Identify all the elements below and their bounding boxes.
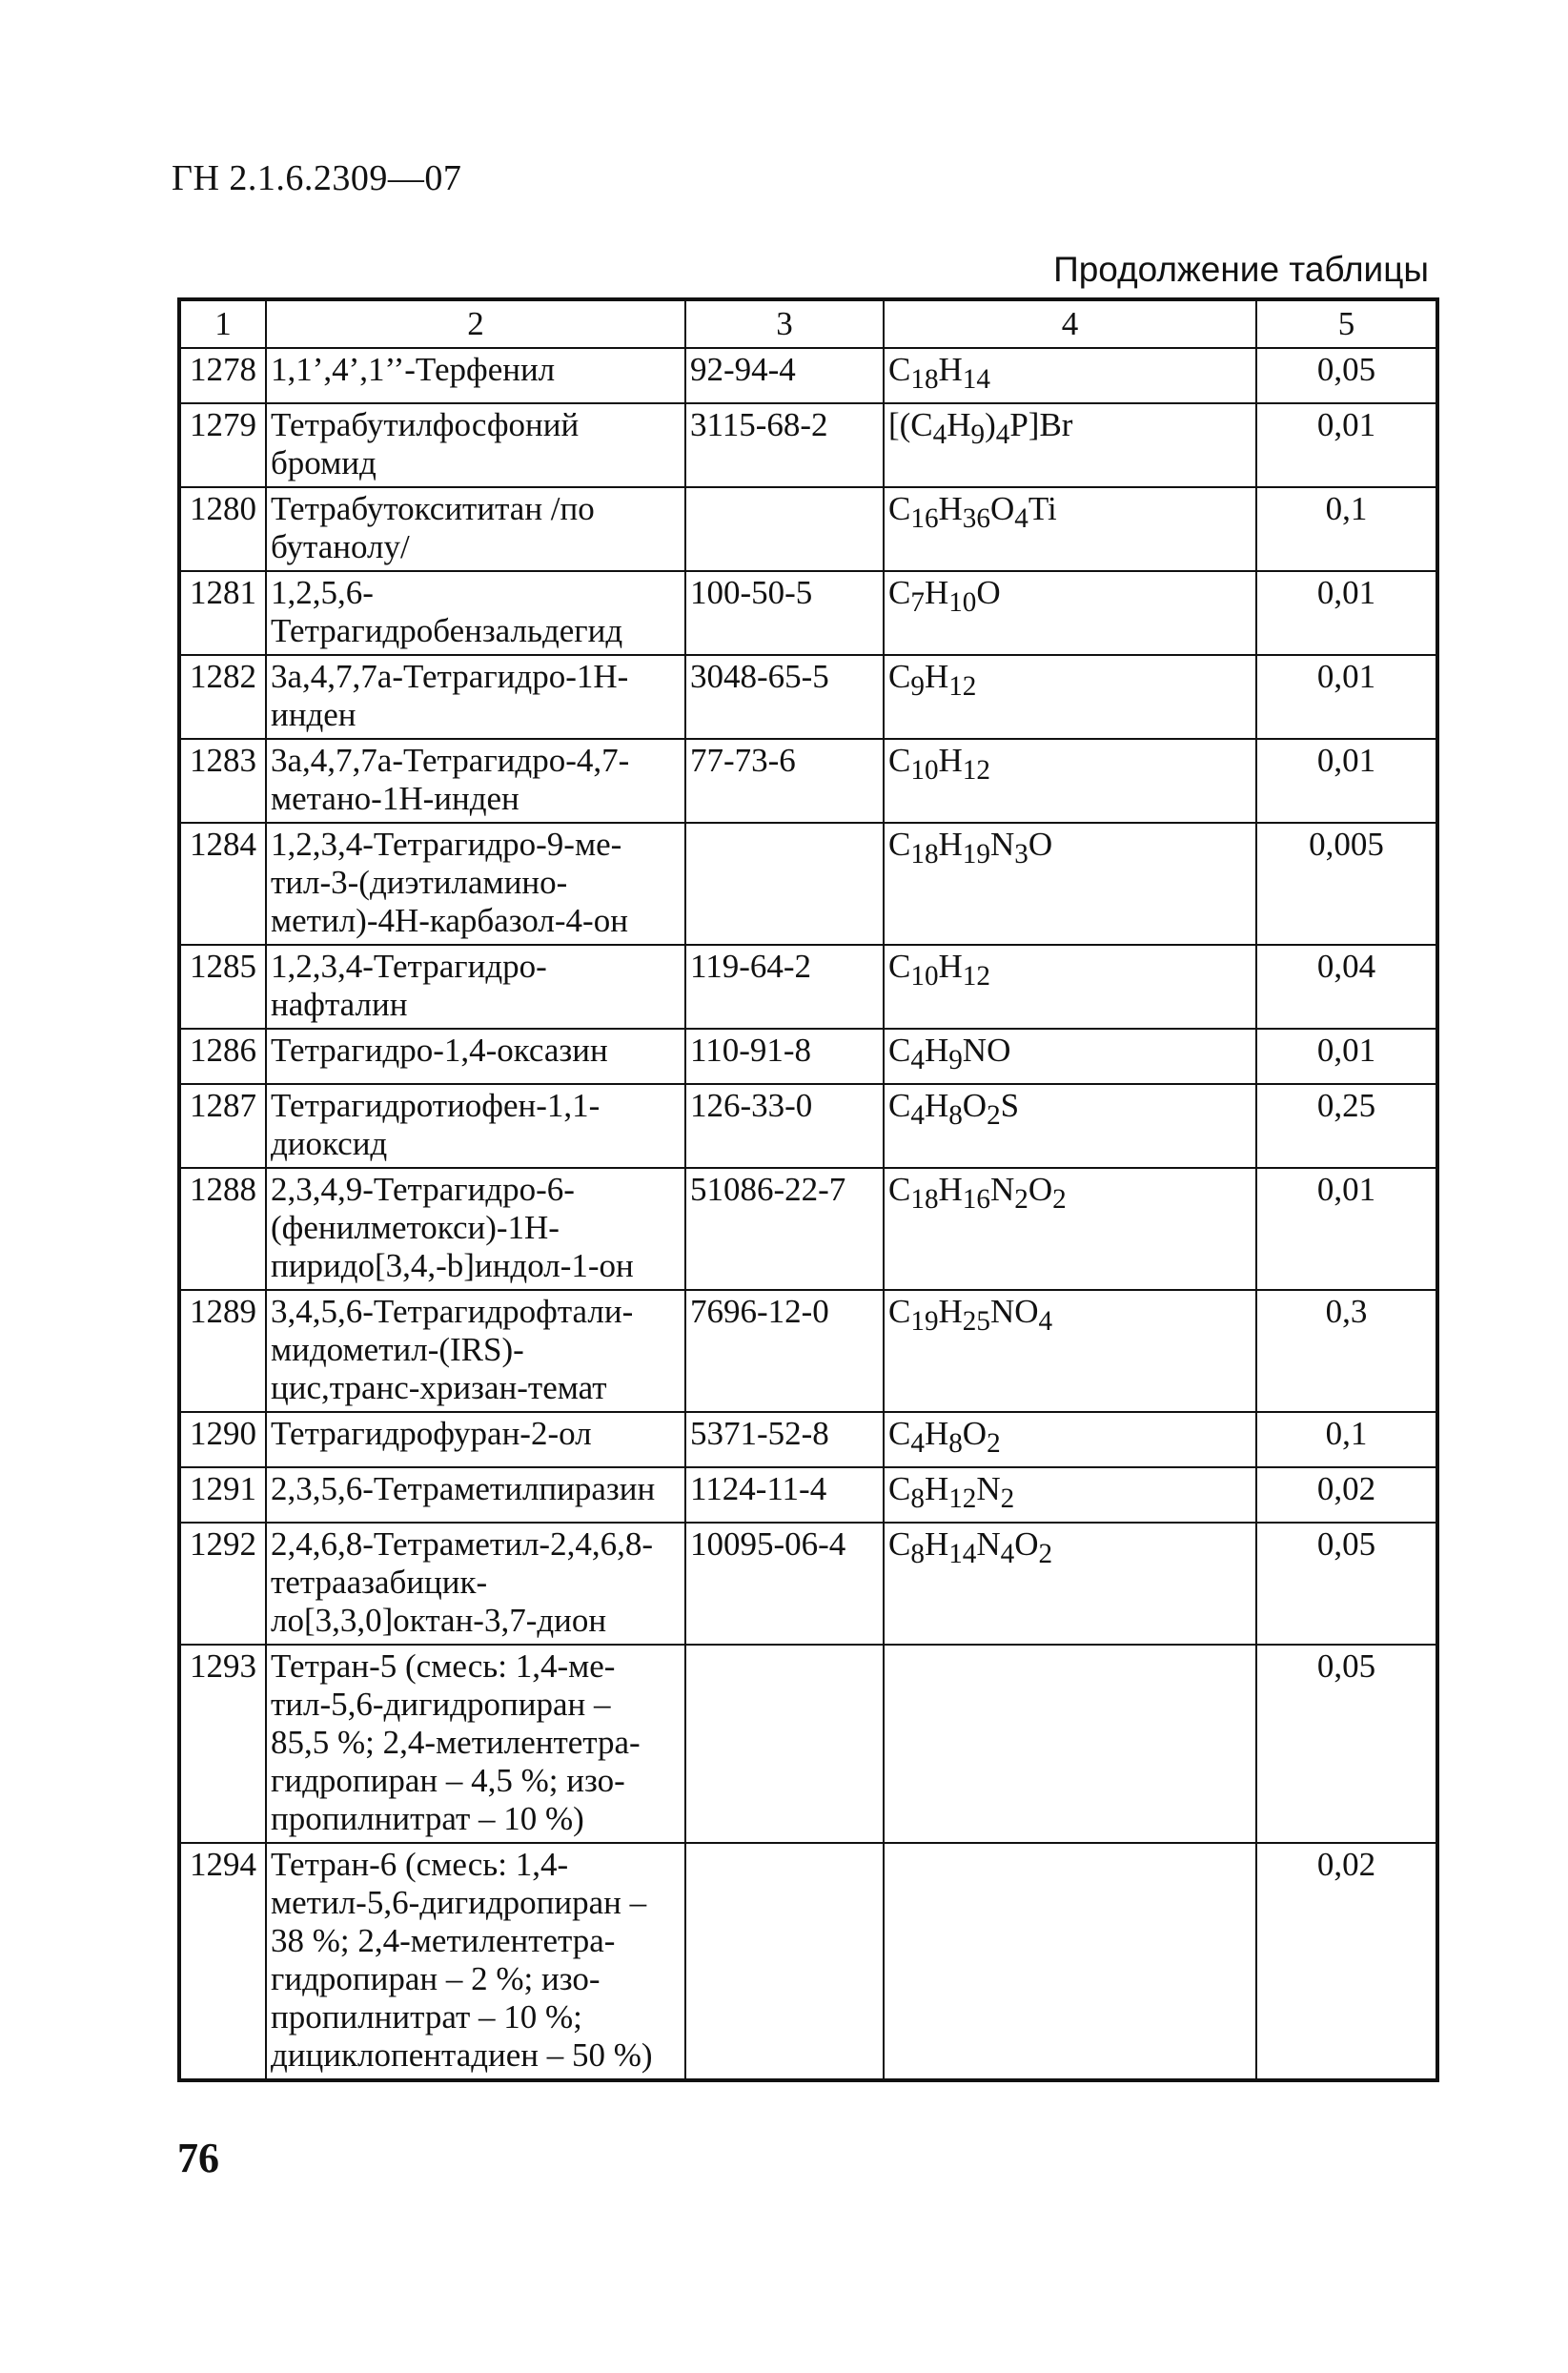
formula-subscript: 10: [910, 755, 939, 786]
chemical-formula: $C_9H_{12}$: [884, 655, 1256, 739]
substance-name: 1,2,5,6- Тетрагидробензальдегид: [266, 571, 685, 655]
formula-subscript: 19: [910, 1306, 939, 1337]
chemical-formula: [884, 1843, 1256, 2080]
formula-subscript: 12: [948, 1483, 977, 1514]
limit-value: 0,005: [1256, 823, 1437, 945]
formula-subscript: 36: [962, 503, 990, 534]
formula-subscript: 4: [910, 1428, 925, 1459]
cas-number: 10095-06-4: [685, 1523, 884, 1645]
limit-value: 0,02: [1256, 1843, 1437, 2080]
limit-value: 0,3: [1256, 1290, 1437, 1412]
formula-subscript: 9: [948, 1045, 963, 1075]
row-number: 1278: [179, 348, 266, 403]
formula-subscript: 8: [948, 1428, 963, 1459]
formula-subscript: 18: [910, 839, 939, 869]
table-row: [179, 739, 1437, 823]
table-row: [179, 1523, 1437, 1645]
document-code: ГН 2.1.6.2309—07: [172, 158, 462, 198]
formula-subscript: 8: [948, 1100, 963, 1131]
row-number: 1289: [179, 1290, 266, 1412]
formula-subscript: 12: [962, 755, 990, 786]
formula-subscript: 18: [910, 1184, 939, 1215]
formula-subscript: 3: [1014, 839, 1028, 869]
row-number: 1286: [179, 1029, 266, 1084]
formula-subscript: 4: [932, 419, 947, 450]
row-number: 1282: [179, 655, 266, 739]
limit-value: 0,01: [1256, 1168, 1437, 1290]
table-row: [179, 348, 1437, 403]
formula-subscript: 4: [1000, 1539, 1015, 1569]
cas-number: [685, 823, 884, 945]
substance-name: 1,2,3,4-Тетрагидро- нафталин: [266, 945, 685, 1029]
column-number-row: [179, 299, 1437, 348]
table-row: [179, 1645, 1437, 1843]
chemical-formula: $C_{18}H_{19}N_3O$: [884, 823, 1256, 945]
limit-value: 0,1: [1256, 487, 1437, 571]
table-row: [179, 945, 1437, 1029]
table-row: [179, 1029, 1437, 1084]
limit-value: 0,05: [1256, 348, 1437, 403]
row-number: 1279: [179, 403, 266, 487]
chemical-formula: $C_8H_{12}N_2$: [884, 1467, 1256, 1523]
formula-subscript: 4: [1014, 503, 1028, 534]
cas-number: 51086-22-7: [685, 1168, 884, 1290]
substance-name: Тетрабутилфосфоний бромид: [266, 403, 685, 487]
substance-name: 2,3,4,9-Тетрагидро-6- (фенилметокси)-1Н- пиридо[3,4,-b]индол-1-он: [266, 1168, 685, 1290]
table-row: [179, 1467, 1437, 1523]
table-row: [179, 1168, 1437, 1290]
substance-name: Тетрагидро-1,4-оксазин: [266, 1029, 685, 1084]
formula-subscript: 16: [962, 1184, 990, 1215]
formula-subscript: 14: [962, 364, 990, 395]
chemical-formula: $C_8H_{14}N_4O_2$: [884, 1523, 1256, 1645]
chemical-formula: $[(C_4H_9)_4P]Br$: [884, 403, 1256, 487]
table-row: [179, 571, 1437, 655]
row-number: 1283: [179, 739, 266, 823]
limit-value: 0,01: [1256, 403, 1437, 487]
formula-subscript: 2: [987, 1428, 1001, 1459]
formula-subscript: 2: [1014, 1184, 1028, 1215]
cas-number: [685, 487, 884, 571]
formula-subscript: 2: [1038, 1539, 1053, 1569]
table-row: [179, 655, 1437, 739]
cas-number: 7696-12-0: [685, 1290, 884, 1412]
substance-name: Тетрагидрофуран-2-ол: [266, 1412, 685, 1467]
formula-subscript: 10: [910, 961, 939, 992]
substance-name: Тетрабутоксититан /по бутанолу/: [266, 487, 685, 571]
substance-name: Тетран-6 (смесь: 1,4- метил-5,6-дигидропиран – 38 %; 2,4-метилентетра- гидропиран – 2 %; изо- пропилнитрат – 10 %; дициклопентадиен – 50 %): [266, 1843, 685, 2080]
substance-name: 3а,4,7,7а-Тетрагидро-4,7- метано-1Н-инден: [266, 739, 685, 823]
chemical-formula: $C_{18}H_{14}$: [884, 348, 1256, 403]
table-row: [179, 823, 1437, 945]
chemical-formula: $C_{19}H_{25}NO_4$: [884, 1290, 1256, 1412]
formula-subscript: 14: [948, 1539, 977, 1569]
cas-number: 5371-52-8: [685, 1412, 884, 1467]
formula-subscript: 8: [910, 1539, 925, 1569]
cas-number: 3048-65-5: [685, 655, 884, 739]
table-row: [179, 1412, 1437, 1467]
page-number: 76: [177, 2135, 219, 2181]
substance-name: 1,2,3,4-Тетрагидро-9-ме- тил-3-(диэтиламино- метил)-4Н-карбазол-4-он: [266, 823, 685, 945]
limit-value: 0,05: [1256, 1523, 1437, 1645]
substance-name: 2,4,6,8-Тетраметил-2,4,6,8- тетраазабицик- ло[3,3,0]октан-3,7-дион: [266, 1523, 685, 1645]
formula-subscript: 2: [987, 1100, 1001, 1131]
chemical-formula: $C_{16}H_{36}O_4Ti$: [884, 487, 1256, 571]
cas-number: 3115-68-2: [685, 403, 884, 487]
chemical-formula: $C_4H_9NO$: [884, 1029, 1256, 1084]
cas-number: 77-73-6: [685, 739, 884, 823]
substance-name: Тетрагидротиофен-1,1- диоксид: [266, 1084, 685, 1168]
chemical-formula: $C_{18}H_{16}N_2O_2$: [884, 1168, 1256, 1290]
row-number: 1288: [179, 1168, 266, 1290]
formula-subscript: 4: [995, 419, 1010, 450]
limit-value: 0,05: [1256, 1645, 1437, 1843]
substances-table: [177, 297, 1439, 2082]
table-row: [179, 1843, 1437, 2080]
formula-subscript: 4: [910, 1045, 925, 1075]
column-header-4: 4: [884, 299, 1256, 348]
formula-subscript: 4: [910, 1100, 925, 1131]
formula-subscript: 2: [1000, 1483, 1015, 1514]
cas-number: 92-94-4: [685, 348, 884, 403]
table-caption: Продолжение таблицы: [1053, 250, 1429, 289]
cas-number: 126-33-0: [685, 1084, 884, 1168]
limit-value: 0,01: [1256, 655, 1437, 739]
formula-subscript: 19: [962, 839, 990, 869]
column-header-1: 1: [179, 299, 266, 348]
column-header-2: 2: [266, 299, 685, 348]
chemical-formula: $C_7H_{10}O$: [884, 571, 1256, 655]
table-row: [179, 403, 1437, 487]
row-number: 1290: [179, 1412, 266, 1467]
formula-subscript: 12: [962, 961, 990, 992]
table-body: [179, 299, 1437, 2080]
cas-number: 1124-11-4: [685, 1467, 884, 1523]
formula-subscript: 2: [1052, 1184, 1067, 1215]
column-header-5: 5: [1256, 299, 1437, 348]
row-number: 1287: [179, 1084, 266, 1168]
row-number: 1281: [179, 571, 266, 655]
formula-subscript: 7: [910, 587, 925, 618]
row-number: 1292: [179, 1523, 266, 1645]
chemical-formula: $C_4H_8O_2S$: [884, 1084, 1256, 1168]
table-row: [179, 487, 1437, 571]
formula-subscript: 16: [910, 503, 939, 534]
table-row: [179, 1084, 1437, 1168]
formula-subscript: 9: [910, 671, 925, 702]
cas-number: [685, 1645, 884, 1843]
chemical-formula: [884, 1645, 1256, 1843]
limit-value: 0,25: [1256, 1084, 1437, 1168]
cas-number: 119-64-2: [685, 945, 884, 1029]
formula-subscript: 4: [1038, 1306, 1053, 1337]
cas-number: 100-50-5: [685, 571, 884, 655]
substance-name: 3а,4,7,7а-Тетрагидро-1Н- инден: [266, 655, 685, 739]
cas-number: [685, 1843, 884, 2080]
row-number: 1280: [179, 487, 266, 571]
chemical-formula: $C_{10}H_{12}$: [884, 739, 1256, 823]
limit-value: 0,02: [1256, 1467, 1437, 1523]
formula-subscript: 8: [910, 1483, 925, 1514]
chemical-formula: $C_{10}H_{12}$: [884, 945, 1256, 1029]
formula-subscript: 25: [962, 1306, 990, 1337]
substance-name: 3,4,5,6-Тетрагидрофтали- мидометил-(IRS)- цис,транс-хризан-темат: [266, 1290, 685, 1412]
substance-name: 1,1’,4’,1’’-Терфенил: [266, 348, 685, 403]
row-number: 1284: [179, 823, 266, 945]
row-number: 1285: [179, 945, 266, 1029]
limit-value: 0,04: [1256, 945, 1437, 1029]
limit-value: 0,1: [1256, 1412, 1437, 1467]
formula-subscript: 9: [970, 419, 986, 450]
row-number: 1294: [179, 1843, 266, 2080]
row-number: 1293: [179, 1645, 266, 1843]
limit-value: 0,01: [1256, 739, 1437, 823]
substance-name: Тетран-5 (смесь: 1,4-ме- тил-5,6-дигидропиран – 85,5 %; 2,4-метилентетра- гидропиран – 4,5 %; изо- пропилнитрат – 10 %): [266, 1645, 685, 1843]
column-header-3: 3: [685, 299, 884, 348]
formula-subscript: 18: [910, 364, 939, 395]
limit-value: 0,01: [1256, 1029, 1437, 1084]
formula-subscript: 12: [948, 671, 977, 702]
substance-name: 2,3,5,6-Тетраметилпиразин: [266, 1467, 685, 1523]
limit-value: 0,01: [1256, 571, 1437, 655]
cas-number: 110-91-8: [685, 1029, 884, 1084]
table-row: [179, 1290, 1437, 1412]
row-number: 1291: [179, 1467, 266, 1523]
formula-subscript: 10: [948, 587, 977, 618]
chemical-formula: $C_4H_8O_2$: [884, 1412, 1256, 1467]
